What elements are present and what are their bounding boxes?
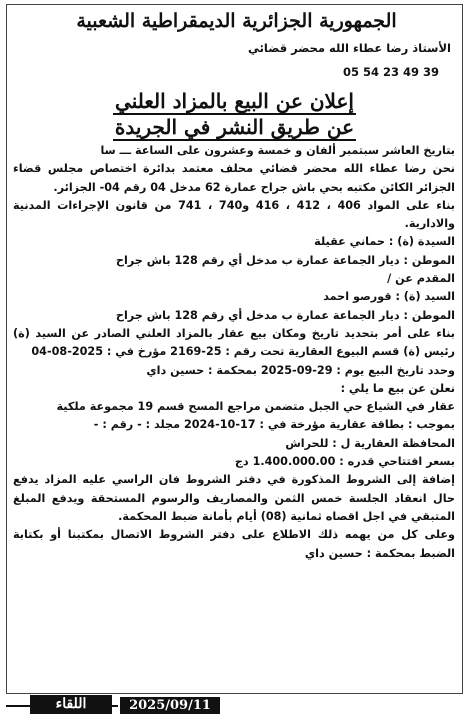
payment-terms: إضافة إلى الشروط المذكورة في دفتر الشروط فان الراسي عليه المزاد يدفع حال انعقاد الجلسة خمس الثمن والمصاريف والرسوم المستحقة ويدفع المبلغ المتبقي في اجل اقصاه ثمانية (08) أيام بأمانة ضبط المحكمة. [13, 473, 455, 523]
opening-price: بسعر افتتاحي قدره : 1.400.000.00 دج [234, 455, 455, 469]
respondent-address: الموطن : ديار الجماعة عمارة ب مدخل أي رقم 128 باش جراح [115, 308, 455, 322]
bailiff-office: الأستاذ رضا عطاء الله محضر قضائي [247, 41, 451, 55]
contact-info: وعلى كل من يهمه ذلك الاطلاع على دفتر الشروط الاتصال بمكتبنا أو بكتابة الضبط بمحكمة : حسين داي [13, 528, 455, 560]
newspaper-name: اللقاء [30, 695, 112, 714]
respondent-name: السيد (ة) : قورصو احمد [323, 290, 455, 304]
court-order: بناء على أمر بتحديد تاريخ ومكان بيع عقار بالمزاد العلني الصادر عن السيد (ة) رئيس (ة) قسم البيوع العقارية تحت رقم : 25-2169 مؤرخ في : 2025-08-04 [13, 326, 455, 359]
land-registry: المحافظة العقارية ل : للحراش [285, 436, 455, 450]
legal-basis: بناء على المواد 406 ، 412 ، 416 و740 ، 741 من قانون الإجراءات المدنية والادارية. [13, 198, 455, 231]
property-description: عقار في الشياع حي الجبل متضمن مراجع المسح قسم 19 مجموعة ملكية [56, 400, 455, 414]
announcement-title-line1: إعلان عن البيع بالمزاد العلني [115, 89, 354, 113]
property-card: بموجب : بطاقة عقارية مؤرخة في : 17-10-2024 مجلد : - رقم : - [93, 418, 455, 432]
publication-date: 2025/09/11 [120, 697, 220, 714]
applicant-address: الموطن : ديار الجماعة عمارة ب مدخل أي رقم 128 باش جراح [115, 253, 455, 267]
sale-date-line: بتاريخ العاشر سبتمبر ألفان و خمسة وعشرون على الساعة ـــ سا [100, 144, 455, 157]
bailiff-intro: نحن رضا عطاء الله محضر قضائي محلف معتمد بدائرة اختصاص مجلس قضاء الجزائر الكائن مكتبه بحي باش جراح عمارة 62 مدخل 04 رقم 04- الجزائر. [13, 162, 455, 194]
against-label: المقدم عن / [387, 272, 455, 286]
applicant-name: السيدة (ة) : حماني عقيلة [314, 235, 455, 249]
republic-title: الجمهورية الجزائرية الديمقراطية الشعبية [76, 10, 397, 32]
announcement-title-line2: عن طريق النشر في الجريدة [114, 115, 355, 139]
sale-day: وحدد تاريخ البيع يوم : 29-09-2025 بمحكمة : حسين داي [146, 363, 455, 377]
notice-body [13, 142, 455, 563]
office-phone: 05 54 23 49 39 [342, 65, 439, 79]
sale-announcement: نعلن عن بيع ما يلي : [340, 381, 455, 395]
